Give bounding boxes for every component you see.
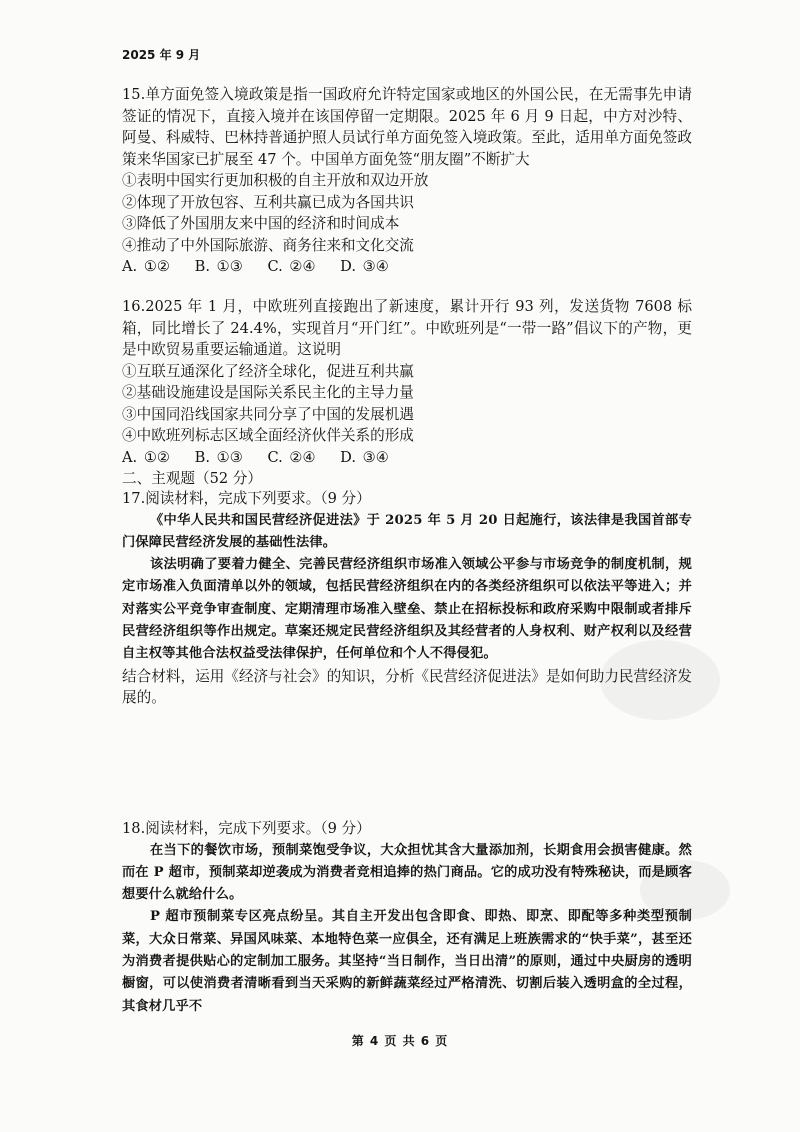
question-16 <box>122 296 692 490</box>
question-17-material-para-2: 该法明确了要着力健全、完善民营经济组织市场准入领域公平参与市场竞争的制度机制，规定市场准入负面清单以外的领域，包括民营经济组织在内的各类经济组织可以依法平等进入；并对落实公平竞争审查制度、定期清理市场准入壁垒、禁止在招标投标和政府采购中限制或者排斥民营经济组织等作出规定。草案还规定民营经济组织及其经营者的人身权利、财产权利以及经营自主权等其他合法权益受法律保护，任何单位和个人不得侵犯。 <box>122 557 692 662</box>
choice-c: C. ②④ <box>267 448 316 466</box>
question-17-title: 17.阅读材料，完成下列要求。（9 分） <box>122 490 371 507</box>
question-15-option-2: ②体现了开放包容、互利共赢已成为各国共识 <box>122 193 414 211</box>
section-2-title: 二、主观题（52 分） <box>122 470 262 487</box>
question-17 <box>122 488 692 709</box>
choice-a: A. ①② <box>122 448 170 466</box>
choice-b: B. ①③ <box>194 258 243 275</box>
question-15-option-3: ③降低了外国朋友来中国的经济和时间成本 <box>122 215 400 232</box>
question-15-stem: 15.单方面免签入境政策是指一国政府允许特定国家或地区的外国公民，在无需事先申请签证的情况下，直接入境并在该国停留一定期限。2025 年 6 月 9 日起，中方对沙特、阿曼、科威特、巴林持普通护照人员试行单方面免签入境政策。至此，适用单方面免签政策来华国家已扩展至 47 个。中国单方面免签“朋友圈”不断扩大 <box>122 86 692 168</box>
question-16-option-3: ③中国同沿线国家共同分享了中国的发展机遇 <box>122 405 414 423</box>
question-16-choices <box>122 447 692 469</box>
question-18 <box>122 818 692 1018</box>
choice-a: A. ①② <box>122 258 170 275</box>
choice-c: C. ②④ <box>267 258 316 275</box>
question-16-option-2: ②基础设施建设是国际关系民主化的主导力量 <box>122 384 414 401</box>
question-16-option-4: ④中欧班列标志区域全面经济伙伴关系的形成 <box>122 427 414 444</box>
choice-d: D. ③④ <box>340 448 389 466</box>
question-15 <box>122 84 692 278</box>
question-15-option-4: ④推动了中外国际旅游、商务往来和文化交流 <box>122 236 414 254</box>
question-15-choices <box>122 256 692 278</box>
exam-date: 2025 年 9 月 <box>122 48 201 62</box>
question-18-material-para-1: 在当下的餐饮市场，预制菜饱受争议，大众担忧其含大量添加剂，长期食用会损害健康。然而在 P 超市，预制菜却逆袭成为消费者竞相追捧的热门商品。它的成功没有特殊秘诀，而是顾客想要什么就给什么。 <box>122 842 692 903</box>
question-18-title: 18.阅读材料，完成下列要求。（9 分） <box>122 820 371 837</box>
question-16-option-1: ①互联互通深化了经济全球化，促进互利共赢 <box>122 362 414 380</box>
question-17-task: 结合材料，运用《经济与社会》的知识，分析《民营经济促进法》是如何助力民营经济发展的。 <box>122 667 692 707</box>
question-17-material-para-1: 《中华人民共和国民营经济促进法》于 2025 年 5 月 20 日起施行，该法律是我国首部专门保障民营经济发展的基础性法律。 <box>122 512 692 550</box>
choice-b: B. ①③ <box>194 448 243 466</box>
question-18-material-para-2: P 超市预制菜专区亮点纷呈。其自主开发出包含即食、即热、即烹、即配等多种类型预制菜，大众日常菜、异国风味菜、本地特色菜一应俱全，还有满足上班族需求的“快手菜”，甚至还为消费者提供贴心的定制加工服务。其坚持“当日制作，当日出清”的原则，通过中央厨房的透明橱窗，可以使消费者清晰看到当天采购的新鲜蔬菜经过严格清洗、切割后装入透明盒的全过程，其食材几乎不 <box>122 909 692 1014</box>
question-16-stem: 16.2025 年 1 月，中欧班列直接跑出了新速度，累计开行 93 列，发送货物 7608 标箱，同比增长了 24.4%，实现首月“开门红”。中欧班列是“一带一路”倡议下的产物，更是中欧贸易重要运输通道。这说明 <box>122 298 692 358</box>
choice-d: D. ③④ <box>340 258 389 275</box>
question-15-option-1: ①表明中国实行更加积极的自主开放和双边开放 <box>122 172 429 189</box>
page-number: 第 4 页 共 6 页 <box>351 1034 449 1048</box>
